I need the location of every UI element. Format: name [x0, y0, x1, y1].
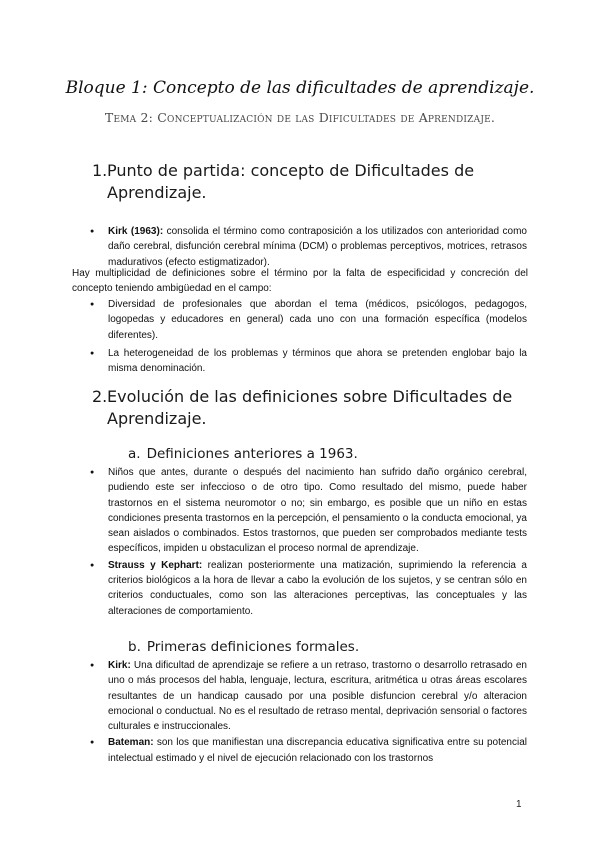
section-2-heading: [92, 386, 532, 430]
kirk-b-label: Kirk:: [108, 660, 131, 671]
subsection-a-bullets: [90, 465, 527, 619]
subsection-a-heading: [128, 445, 528, 463]
section-1-number: 1.: [92, 161, 108, 180]
subsection-b-heading: [128, 638, 528, 656]
subsection-b-title: Primeras definiciones formales.: [146, 639, 360, 655]
subsection-b-bullets: [90, 658, 527, 766]
kirk-label: Kirk (1963):: [108, 226, 164, 237]
bateman-text: son los que manifiestan una discrepancia educativa significativa entre su potencial intelectual estimado y el nivel de ejecución relacionado con los trastornos: [108, 737, 527, 764]
list-item: ● Diversidad de profesionales que abordan el tema (médicos, psicólogos, pedagogos, logopedas y educadores en general) cada uno con una formación específica (modelos diferentes).: [90, 297, 527, 343]
strauss-kephart-text: realizan posteriormente una matización, suprimiendo la referencia a criterios biológicos a la hora de llevar a cabo la evolución de los sujetos, y se centran sólo en criterios conductuales, como son las alteraciones perceptivas, las conceptuales y las alteraciones de comportamiento.: [108, 559, 527, 617]
subsection-a-number: a.: [128, 446, 141, 462]
section-2-title: Evolución de las definiciones sobre Dificultades de Aprendizaje.: [107, 387, 513, 428]
section-1-title: Punto de partida: concepto de Dificultades de Aprendizaje.: [107, 161, 475, 202]
strauss-kephart-label: Strauss y Kephart:: [108, 559, 203, 571]
document-title: Bloque 1: Concepto de las dificultades de aprendizaje.: [65, 78, 535, 98]
list-item: [90, 558, 527, 619]
subsection-b-number: b.: [128, 639, 141, 655]
list-item: [90, 224, 527, 270]
section-1-paragraph: Hay multiplicidad de definiciones sobre el término por la falta de especificidad y concreción del concepto teniendo ambigüedad en el campo:: [72, 268, 528, 295]
document-subtitle: Tema 2: Conceptualización de las Dificultades de Aprendizaje.: [104, 110, 496, 125]
bateman-label: Bateman:: [108, 737, 154, 749]
section-1-kirk-list: [90, 224, 527, 270]
list-item: ● Niños que antes, durante o después del nacimiento han sufrido daño orgánico cerebral, pudiendo este ser infeccioso o de otro tipo. Como resultado del mismo, puede haber trastornos en el sistema neuromotor o no; sin embargo, es posible que un niño en estas condiciones presenta trastornos en la percepción, el pensamiento o la conducta emocional, ya sean aislados o combinados. Estos trastornos, que pueden ser comprobados mediante tests específicos, impiden u obstaculizan el proceso normal de aprendizaje.: [90, 465, 527, 557]
list-item: [90, 735, 527, 766]
list-item: ● La heterogeneidad de los problemas y términos que ahora se pretenden englobar bajo la misma denominación.: [90, 346, 527, 377]
list-item: [90, 658, 527, 734]
section-2-number: 2.: [92, 387, 108, 406]
section-1-bullets: [90, 297, 527, 376]
kirk-text: consolida el término como contraposición a los utilizados con anterioridad como daño cerebral, disfunción cerebral mínima (DCM) o problemas perceptivos, motrices, retrasos madurativos (efecto estigmatizador).: [108, 226, 527, 268]
kirk-b-text: Una dificultad de aprendizaje se refiere a un retraso, trastorno o desarrollo retrasado en uno o más procesos del habla, lenguaje, lectura, escritura, aritmética u otras áreas escolares resultantes de un handicap causado por una posible disfuncion cerebral y/o alteracion emocional o conductual. No es el resultado de retraso mental, deprivación sensorial o factores culturales e instruccionales.: [108, 660, 527, 733]
section-1-heading: [92, 160, 532, 204]
subsection-a-title: Definiciones anteriores a 1963.: [146, 446, 358, 462]
page-number: 1: [516, 799, 522, 810]
